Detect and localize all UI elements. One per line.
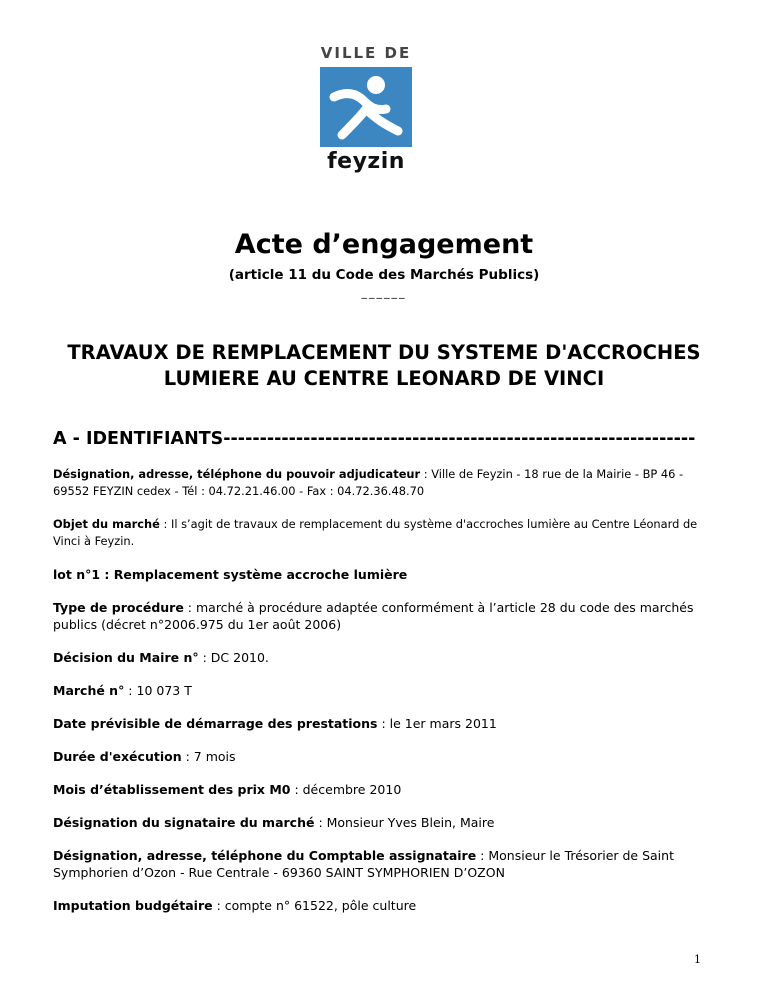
field-comptable-label: Désignation, adresse, téléphone du Comptable assignataire	[53, 848, 477, 863]
logo-top-text: VILLE DE	[320, 44, 412, 62]
field-date-value: : le 1er mars 2011	[377, 716, 497, 731]
field-lot	[53, 566, 721, 583]
title-separator: ______	[361, 286, 407, 299]
field-marche-value: : 10 073 T	[124, 683, 192, 698]
field-objet	[53, 516, 721, 550]
field-duree-label: Durée d'exécution	[53, 749, 182, 764]
field-imputation	[53, 897, 721, 914]
logo-bottom-text: feyzin	[327, 149, 405, 174]
field-decision-label: Décision du Maire n°	[53, 650, 199, 665]
field-decision	[53, 649, 721, 666]
document-subtitle: (article 11 du Code des Marchés Publics)	[228, 267, 540, 283]
field-date-label: Date prévisible de démarrage des prestations	[53, 716, 378, 731]
field-signataire-value: : Monsieur Yves Blein, Maire	[314, 815, 495, 830]
field-pouvoir	[53, 466, 721, 500]
document-title: Acte d’engagement	[234, 229, 534, 260]
project-title-line2: LUMIERE AU CENTRE LEONARD DE VINCI	[163, 367, 605, 390]
field-mois	[53, 781, 721, 798]
field-comptable-value: : Monsieur le Trésorier de Saint Symphorien d’Ozon - Rue Centrale - 69360 SAINT SYMPHORIEN D’OZON	[53, 848, 674, 880]
field-procedure-label: Type de procédure	[53, 600, 184, 615]
logo-emblem	[320, 67, 412, 147]
field-signataire-label: Désignation du signataire du marché	[53, 815, 315, 830]
field-mois-label: Mois d’établissement des prix M0	[53, 782, 291, 797]
identifiants-section	[53, 466, 721, 930]
field-signataire	[53, 814, 721, 831]
field-procedure-value: : marché à procédure adaptée conformément à l’article 28 du code des marchés publics (décret n°2006.975 du 1er août 2006)	[53, 600, 694, 632]
figure-icon	[320, 67, 412, 147]
city-logo	[318, 44, 414, 175]
field-lot-text: lot n°1 : Remplacement système accroche lumière	[53, 567, 408, 582]
field-mois-value: : décembre 2010	[290, 782, 402, 797]
field-duree	[53, 748, 721, 765]
field-imputation-value: : compte n° 61522, pôle culture	[212, 898, 417, 913]
field-pouvoir-value: : Ville de Feyzin - 18 rue de la Mairie - BP 46 - 69552 FEYZIN cedex - Tél : 04.72.21.46.00 - Fax : 04.72.36.48.70	[53, 467, 684, 498]
field-date	[53, 715, 721, 732]
field-objet-value-a: : Il s’agit de	[159, 517, 234, 531]
field-comptable	[53, 847, 721, 881]
field-duree-value: : 7 mois	[181, 749, 236, 764]
field-procedure	[53, 599, 721, 633]
project-title-line1: TRAVAUX DE REMPLACEMENT DU SYSTEME D'ACCROCHES	[67, 341, 701, 364]
page-number: 1	[694, 953, 701, 966]
field-marche	[53, 682, 721, 699]
field-pouvoir-label: Désignation, adresse, téléphone du pouvoir adjudicateur	[53, 467, 421, 481]
field-imputation-label: Imputation budgétaire	[53, 898, 213, 913]
field-objet-value-b: travaux de remplacement du système d'accroches lumière au Centre Léonard de Vinci à Feyzin.	[53, 517, 698, 548]
project-title	[0, 340, 768, 392]
field-marche-label: Marché n°	[53, 683, 125, 698]
section-heading: A - IDENTIFIANTS-----------------------------------------------------------------	[53, 429, 696, 449]
field-objet-label: Objet du marché	[53, 517, 160, 531]
field-decision-value: : DC 2010.	[198, 650, 269, 665]
